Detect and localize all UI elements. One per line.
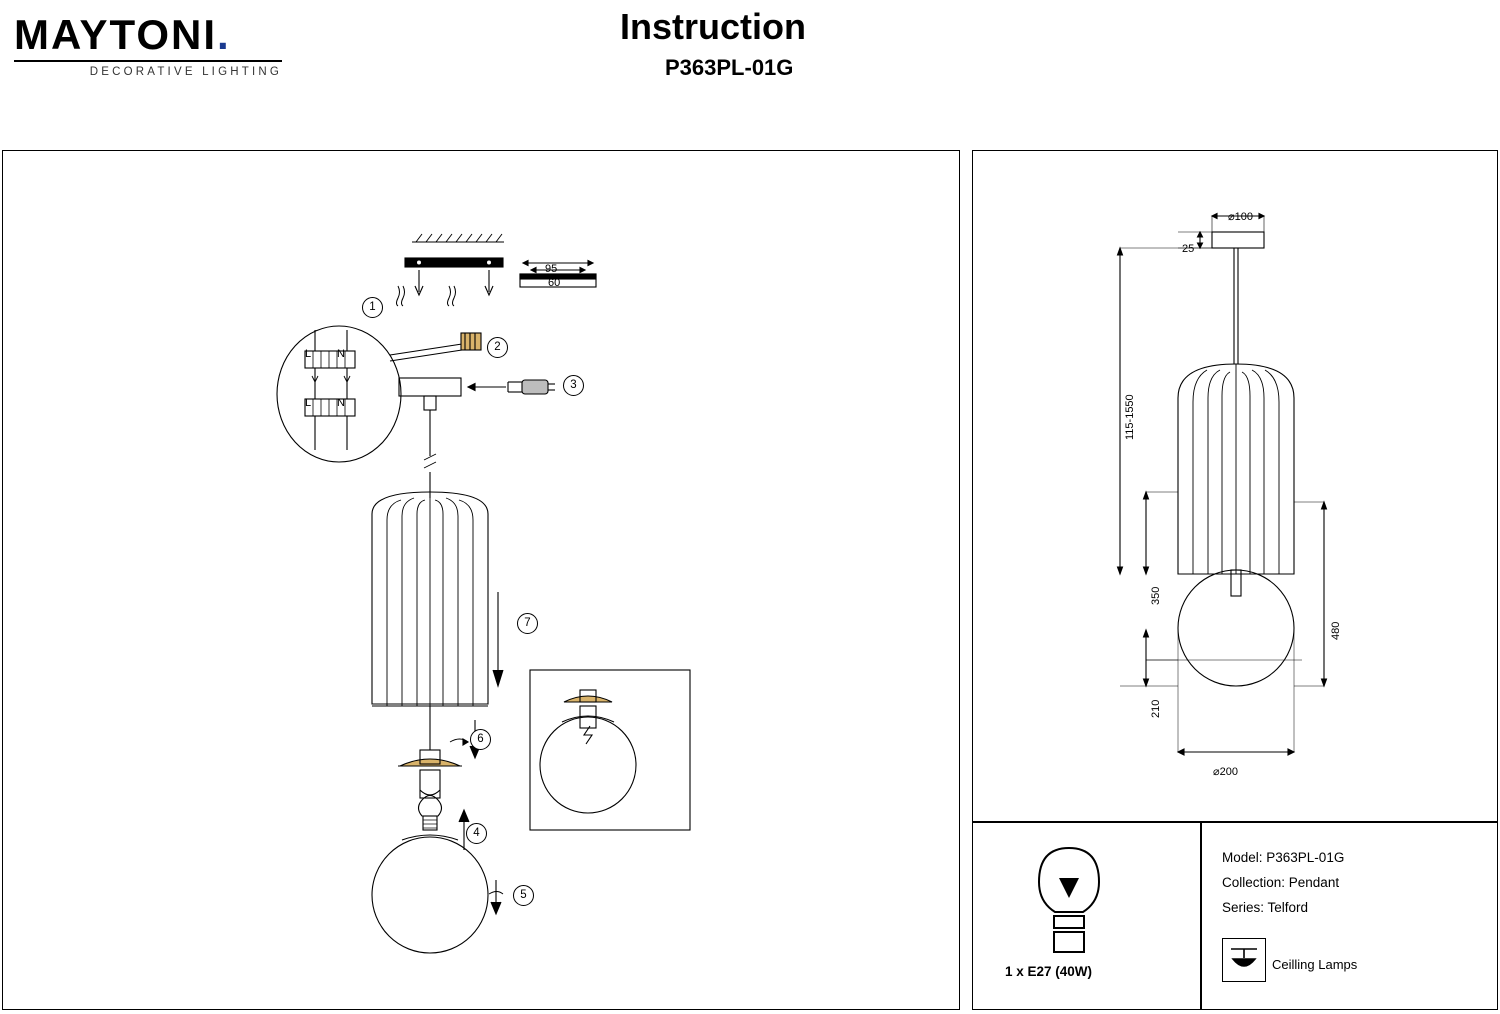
bulb-icon [1012, 838, 1132, 968]
spec-collection-line: Collection: Pendant [1222, 875, 1340, 890]
bracket-width-outer-label: 95 [545, 263, 558, 275]
document-header [0, 0, 1500, 140]
brand-logo [14, 12, 294, 78]
bracket-width-inner-label: 60 [548, 277, 561, 289]
brand-tagline: DECORATIVE LIGHTING [89, 66, 282, 78]
cage-height-label: 350 [1150, 586, 1162, 605]
spec-text-block [1222, 845, 1344, 920]
terminal-label-n-top: N [337, 348, 345, 360]
brand-name: MAYTONI. [14, 11, 231, 58]
callout-step-6: 6 [470, 729, 491, 750]
terminal-label-n-bottom: N [337, 397, 345, 409]
canopy-height-label: 25 [1182, 243, 1195, 255]
page-title: Instruction [620, 6, 806, 47]
cord-range-label: 115-1550 [1124, 394, 1136, 440]
canopy-diameter-label: ⌀100 [1228, 211, 1253, 223]
globe-zone-label: 210 [1150, 699, 1162, 718]
callout-step-4: 4 [466, 823, 487, 844]
category-icon-box [1222, 938, 1266, 982]
brand-rule [14, 60, 282, 62]
spec-panel-divider [1200, 822, 1202, 1010]
callout-step-5: 5 [513, 885, 534, 906]
brand-dot: . [217, 11, 231, 58]
callout-step-2: 2 [487, 337, 508, 358]
spec-series-line: Series: Telford [1222, 900, 1309, 915]
globe-diameter-label: ⌀200 [1213, 766, 1238, 778]
assembly-drawing [2, 150, 960, 1010]
callout-step-1: 1 [362, 297, 383, 318]
spec-model-line: Model: P363PL-01G [1222, 850, 1345, 865]
terminal-label-l-bottom: L [305, 397, 312, 409]
callout-step-3: 3 [563, 375, 584, 396]
callout-step-7: 7 [517, 613, 538, 634]
total-height-label: 480 [1330, 621, 1342, 640]
dimension-drawing [972, 150, 1498, 822]
ceiling-lamp-icon [1223, 939, 1265, 981]
category-label: Ceilling Lamps [1272, 957, 1358, 972]
model-code: P363PL-01G [665, 55, 794, 80]
terminal-label-l-top: L [305, 348, 312, 360]
lamp-spec-label: 1 x E27 (40W) [1005, 964, 1093, 979]
